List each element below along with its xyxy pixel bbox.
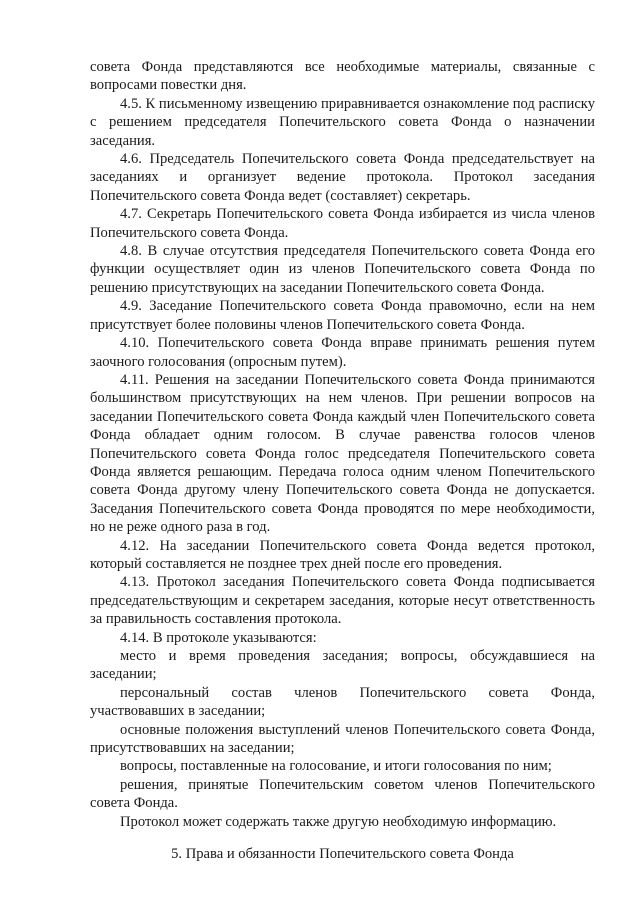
protocol-item-speeches: основные положения выступлений членов Попечительского совета Фонда, присутствовавших на заседании; xyxy=(90,721,595,757)
paragraph-4-12: 4.12. На заседании Попечительского совета Фонда ведется протокол, который составляется не позднее трех дней после его проведения. xyxy=(90,537,595,572)
protocol-item-votes: вопросы, поставленные на голосование, и итоги голосования по ним; xyxy=(120,758,552,775)
paragraph-4-11: 4.11. Решения на заседании Попечительского совета Фонда принимаются большинством присутствующих на нем членов. При решении вопросов на заседании Попечительского совета Фонда каждый член Попечительского совета Фонда обладает одним голосом. В случае равенства голосов членов Попечительского совета Фонда голос председателя Попечительского совета Фонда является решающим. Передача голоса одним членом Попечительского совета Фонда другому члену Попечительского совета Фонда не допускается. Заседания Попечительского совета Фонда проводятся по мере необходимости, но не реже одного раза в год. xyxy=(90,371,595,536)
document-page xyxy=(90,58,595,863)
paragraph-4-8: 4.8. В случае отсутствия председателя Попечительского совета Фонда его функции осуществляет один из членов Попечительского совета Фонда по решению присутствующих на заседании Попечительского совета Фонда. xyxy=(90,243,595,296)
protocol-item-decisions: решения, принятые Попечительским советом членов Попечительского совета Фонда. xyxy=(90,776,595,812)
paragraph-4-10: 4.10. Попечительского совета Фонда вправе принимать решения путем заочного голосования (опросным путем). xyxy=(90,335,595,370)
protocol-item-members: персональный состав членов Попечительского совета Фонда, участвовавших в заседании; xyxy=(90,684,595,720)
protocol-item-place-time: место и время проведения заседания; вопросы, обсуждавшиеся на заседании; xyxy=(90,648,595,683)
paragraph-4-9: 4.9. Заседание Попечительского совета Фонда правомочно, если на нем присутствует более половины членов Попечительского совета Фонда. xyxy=(90,298,595,333)
paragraph-4-14: 4.14. В протоколе указываются: xyxy=(120,629,317,646)
section-heading: 5. Права и обязанности Попечительского совета Фонда xyxy=(171,846,514,863)
paragraph-4-13: 4.13. Протокол заседания Попечительского совета Фонда подписывается председательствующим и секретарем заседания, которые несут ответственность за правильность составления протокола. xyxy=(90,574,595,628)
paragraph-4-5: 4.5. К письменному извещению приравнивается ознакомление под расписку с решением председателя Попечительского совета Фонда о назначении заседания. xyxy=(90,95,595,149)
paragraph-4-6: 4.6. Председатель Попечительского совета Фонда председательствует на заседаниях и организует ведение протокола. Протокол заседания Попечительского совета Фонда ведет (составляет) секретарь. xyxy=(90,151,595,204)
paragraph-continuation: совета Фонда представляются все необходимые материалы, связанные с вопросами повестки дня. xyxy=(90,59,595,94)
paragraph-4-7: 4.7. Секретарь Попечительского совета Фонда избирается из числа членов Попечительского совета Фонда. xyxy=(90,206,595,241)
protocol-other-info: Протокол может содержать также другую необходимую информацию. xyxy=(120,813,557,830)
